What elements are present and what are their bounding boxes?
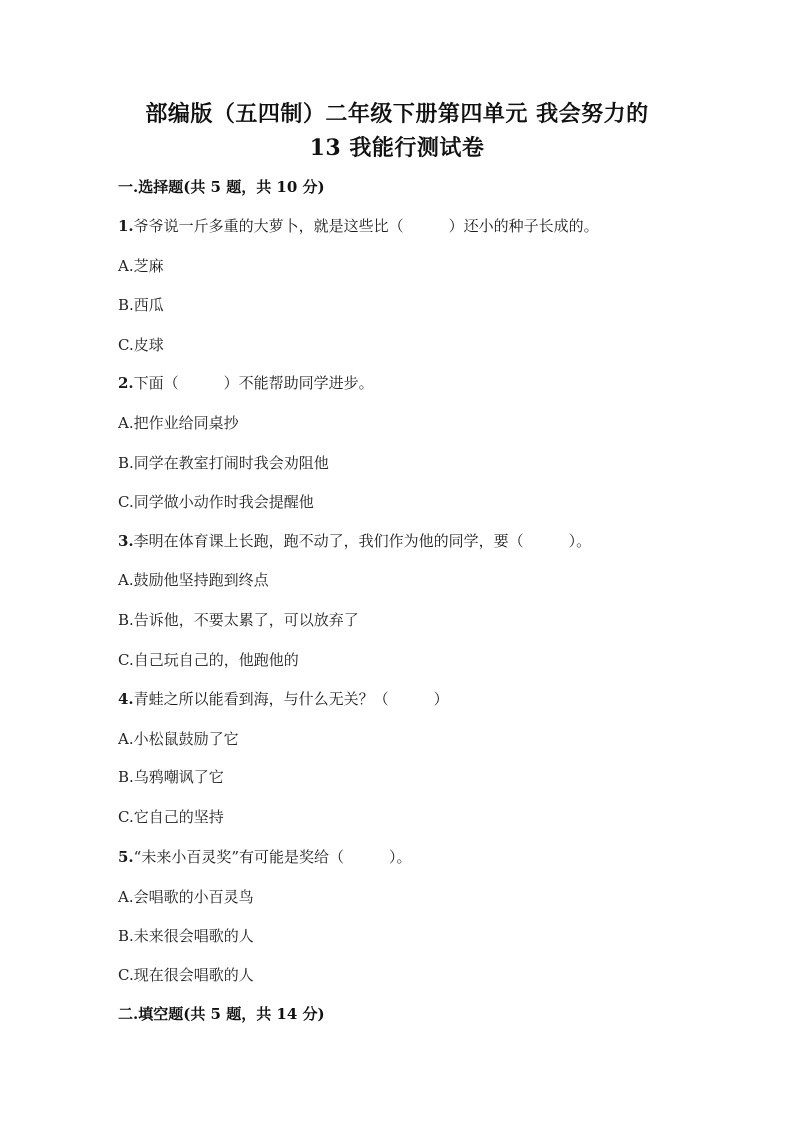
question-1-option-a: A.芝麻	[118, 257, 164, 275]
question-3-option-a: A.鼓励他坚持跑到终点	[118, 571, 269, 589]
page-title-line-2: 13 我能行测试卷	[309, 135, 485, 161]
question-5	[118, 847, 412, 867]
question-3-option-c: C.自己玩自己的，他跑他的	[118, 651, 299, 669]
question-5-option-b: B.未来很会唱歌的人	[118, 927, 254, 945]
question-stem: 下面（ ）不能帮助同学进步。	[133, 374, 374, 392]
question-stem: 李明在体育课上长跑，跑不动了，我们作为他的同学，要（ ）。	[133, 532, 592, 550]
question-4	[118, 689, 449, 709]
question-4-option-b: B.乌鸦嘲讽了它	[118, 768, 224, 786]
question-2-option-b: B.同学在教室打闹时我会劝阻他	[118, 454, 329, 472]
question-number: 5.	[118, 848, 134, 866]
question-4-option-c: C.它自己的坚持	[118, 808, 224, 826]
question-number: 2.	[118, 374, 134, 392]
question-number: 3.	[118, 532, 134, 550]
question-1-option-c: C.皮球	[118, 336, 164, 354]
question-1	[118, 216, 599, 236]
question-3-option-b: B.告诉他，不要太累了，可以放弃了	[118, 611, 359, 629]
question-5-option-c: C.现在很会唱歌的人	[118, 966, 254, 984]
question-number: 4.	[118, 690, 134, 708]
question-stem: 爷爷说一斤多重的大萝卜，就是这些比（ ）还小的种子长成的。	[133, 217, 599, 235]
question-3	[118, 531, 591, 551]
question-5-option-a: A.会唱歌的小百灵鸟	[118, 888, 254, 906]
question-2-option-c: C.同学做小动作时我会提醒他	[118, 493, 314, 511]
question-stem: “未来小百灵奖”有可能是奖给（ ）。	[133, 848, 412, 866]
question-number: 1.	[118, 217, 134, 235]
question-2-option-a: A.把作业给同桌抄	[118, 414, 239, 432]
section-heading-choice: 一.选择题(共 5 题，共 10 分)	[118, 178, 325, 196]
section-heading-fill-in: 二.填空题(共 5 题，共 14 分)	[118, 1005, 325, 1023]
page-title-line-1: 部编版（五四制）二年级下册第四单元 我会努力的	[145, 101, 649, 127]
question-2	[118, 373, 374, 393]
question-1-option-b: B.西瓜	[118, 296, 164, 314]
question-4-option-a: A.小松鼠鼓励了它	[118, 730, 239, 748]
question-stem: 青蛙之所以能看到海，与什么无关？（ ）	[133, 690, 449, 708]
